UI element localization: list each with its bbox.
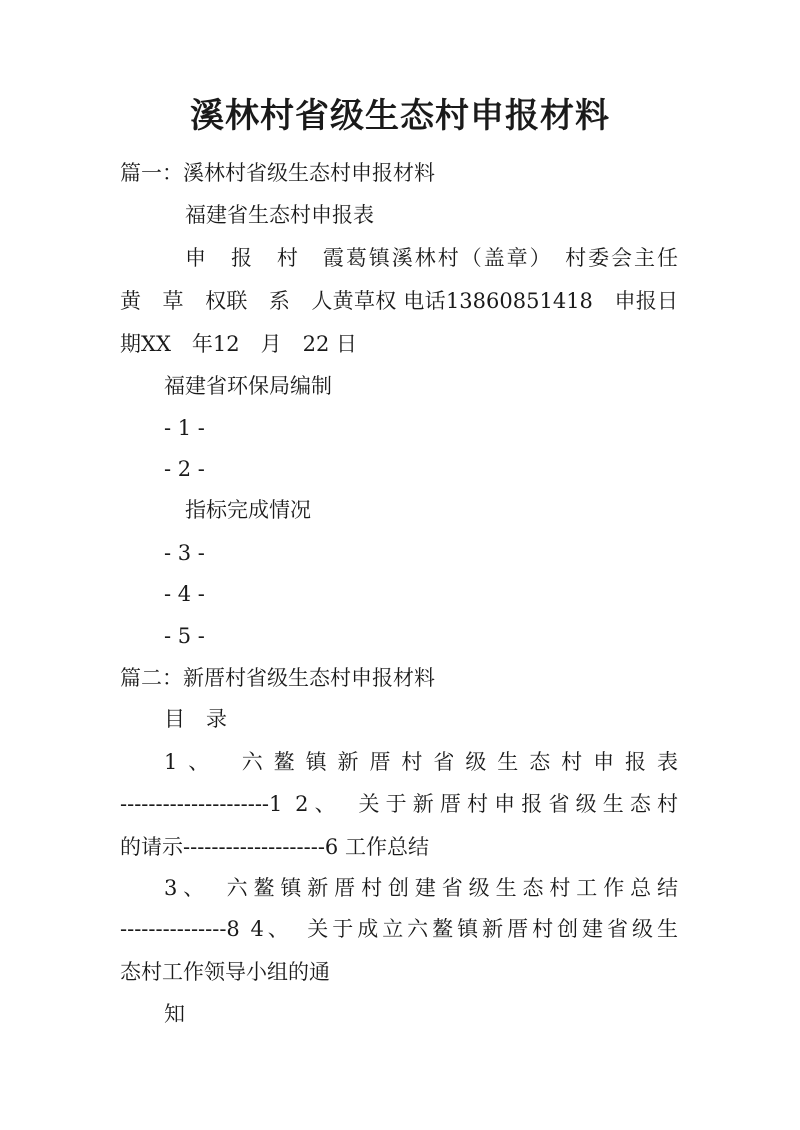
section-heading: 篇一：溪林村省级生态村申报材料 bbox=[120, 161, 435, 185]
toc-line: 知 bbox=[164, 1002, 185, 1026]
toc-line: 3、 六鳌镇新厝村创建省级生态村工作总结 bbox=[164, 876, 678, 900]
paragraph: 福建省生态村申报表 bbox=[185, 203, 374, 227]
page-number: - 1 - bbox=[164, 416, 205, 440]
page-number: - 5 - bbox=[164, 624, 205, 648]
page-number: - 4 - bbox=[164, 582, 205, 606]
paragraph: 指标完成情况 bbox=[185, 498, 311, 522]
paragraph: 期XX 年12 月 22 日 bbox=[120, 332, 358, 356]
section-heading: 篇二：新厝村省级生态村申报材料 bbox=[120, 666, 435, 690]
toc-line: ---------------------1 2、 关于新厝村申报省级生态村 bbox=[120, 792, 678, 816]
paragraph: 申 报 村 霞葛镇溪林村（盖章） 村委会主任 bbox=[185, 246, 678, 270]
paragraph: 福建省环保局编制 bbox=[164, 374, 332, 398]
page-number: - 2 - bbox=[164, 457, 205, 481]
toc-line: 1、 六鳌镇新厝村省级生态村申报表 bbox=[164, 750, 678, 774]
document-title: 溪林村省级生态村申报材料 bbox=[190, 96, 610, 136]
paragraph: 黄 草 权联 系 人黄草权 电话13860851418 申报日 bbox=[120, 289, 678, 313]
toc-line: 态村工作领导小组的通 bbox=[120, 960, 330, 984]
page-number: - 3 - bbox=[164, 541, 205, 565]
toc-line: 的请示--------------------6 工作总结 bbox=[120, 835, 429, 859]
toc-line: ---------------8 4、 关于成立六鳌镇新厝村创建省级生 bbox=[120, 917, 678, 941]
toc-heading: 目 录 bbox=[164, 707, 227, 731]
